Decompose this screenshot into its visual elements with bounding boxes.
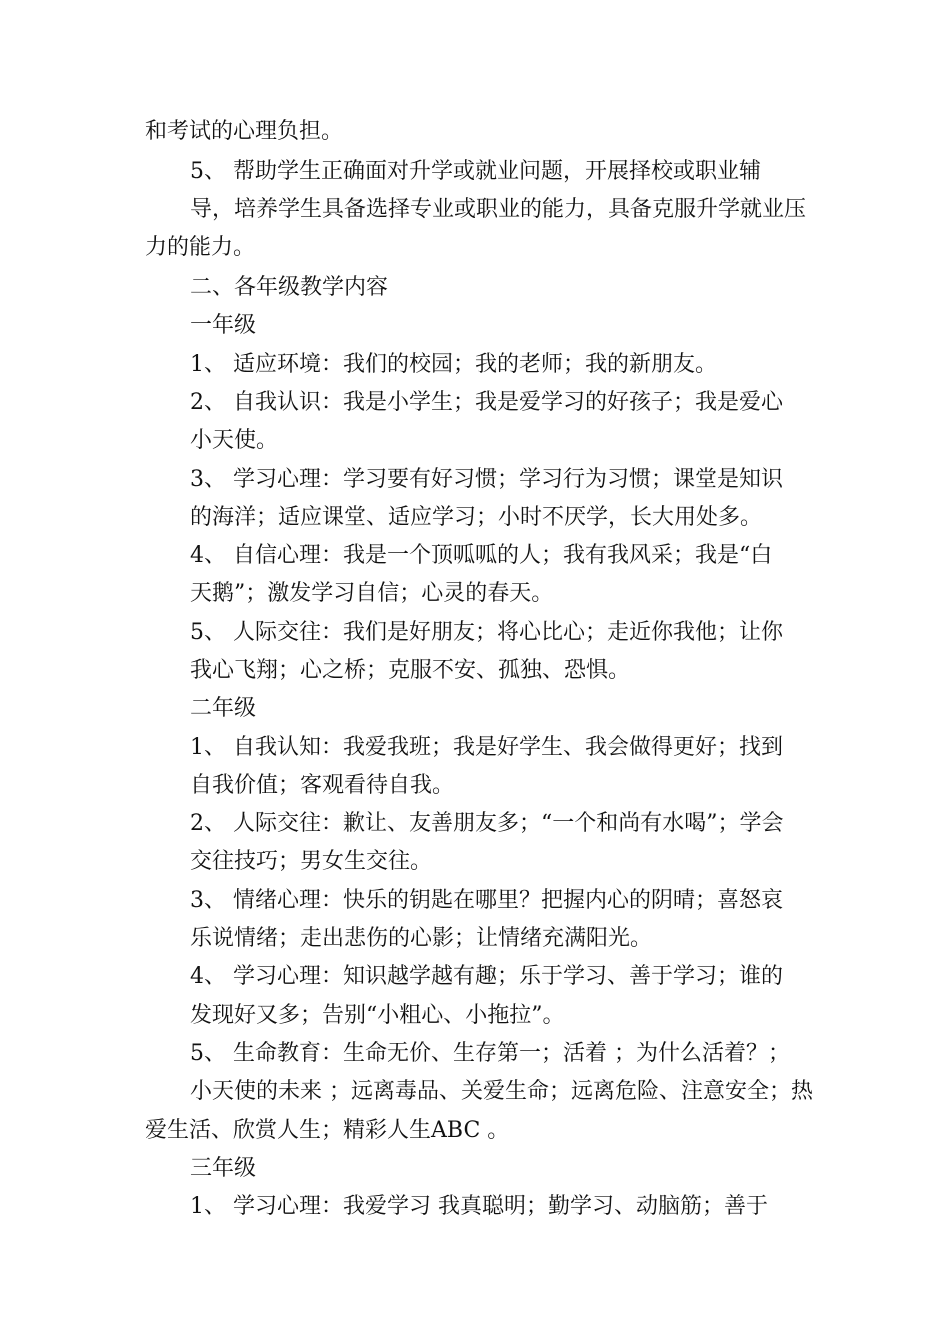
text-line: 交往技巧；男女生交往。 — [190, 849, 433, 874]
text-line: 爱生活、欣赏人生；精彩人生ABC 。 — [145, 1118, 510, 1143]
grade-heading: 二年级 — [190, 696, 257, 721]
text-line: 1、 学习心理：我爱学习 我真聪明；勤学习、动脑筋；善于 — [190, 1194, 768, 1219]
text-line: 2、 人际交往：歉让、友善朋友多；“一个和尚有水喝”；学会 — [190, 811, 784, 836]
grade-heading: 一年级 — [190, 313, 257, 338]
text-line: 3、 学习心理：学习要有好习惯；学习行为习惯；课堂是知识 — [190, 467, 783, 492]
text-line: 自我价值；客观看待自我。 — [190, 773, 455, 798]
text-line: 3、 情绪心理：快乐的钥匙在哪里？把握内心的阴晴；喜怒哀 — [190, 888, 783, 913]
text-line: 1、 自我认知：我爱我班；我是好学生、我会做得更好；找到 — [190, 735, 783, 760]
section-heading: 二、各年级教学内容 — [190, 275, 389, 300]
text-line: 5、 帮助学生正确面对升学或就业问题，开展择校或职业辅 — [190, 159, 761, 184]
text-line: 天鹅”；激发学习自信；心灵的春天。 — [190, 581, 554, 606]
text-line: 4、 自信心理：我是一个顶呱呱的人；我有我风采；我是“白 — [190, 543, 773, 568]
text-line: 和考试的心理负担。 — [145, 119, 344, 144]
text-line: 小天使。 — [190, 428, 279, 453]
text-line: 1、 适应环境：我们的校园；我的老师；我的新朋友。 — [190, 352, 717, 377]
text-line: 力的能力。 — [145, 235, 256, 260]
text-line: 5、 生命教育：生命无价、生存第一；活着 ；为什么活着？； — [190, 1041, 790, 1066]
text-line: 发现好又多；告别“小粗心、小拖拉”。 — [190, 1003, 565, 1028]
text-line: 我心飞翔；心之桥；克服不安、孤独、恐惧。 — [190, 658, 631, 683]
text-line: 小天使的未来 ；远离毒品、关爱生命；远离危险、注意安全；热 — [190, 1079, 813, 1104]
text-line: 导，培养学生具备选择专业或职业的能力，具备克服升学就业压 — [190, 197, 807, 222]
grade-heading: 三年级 — [190, 1156, 257, 1181]
text-line: 4、 学习心理：知识越学越有趣；乐于学习、善于学习；谁的 — [190, 964, 783, 989]
text-line: 5、 人际交往：我们是好朋友；将心比心；走近你我他；让你 — [190, 620, 783, 645]
text-line: 的海洋；适应课堂、适应学习；小时不厌学，长大用处多。 — [190, 505, 763, 530]
text-line: 2、 自我认识：我是小学生；我是爱学习的好孩子；我是爱心 — [190, 390, 783, 415]
text-line: 乐说情绪；走出悲伤的心影；让情绪充满阳光。 — [190, 926, 653, 951]
